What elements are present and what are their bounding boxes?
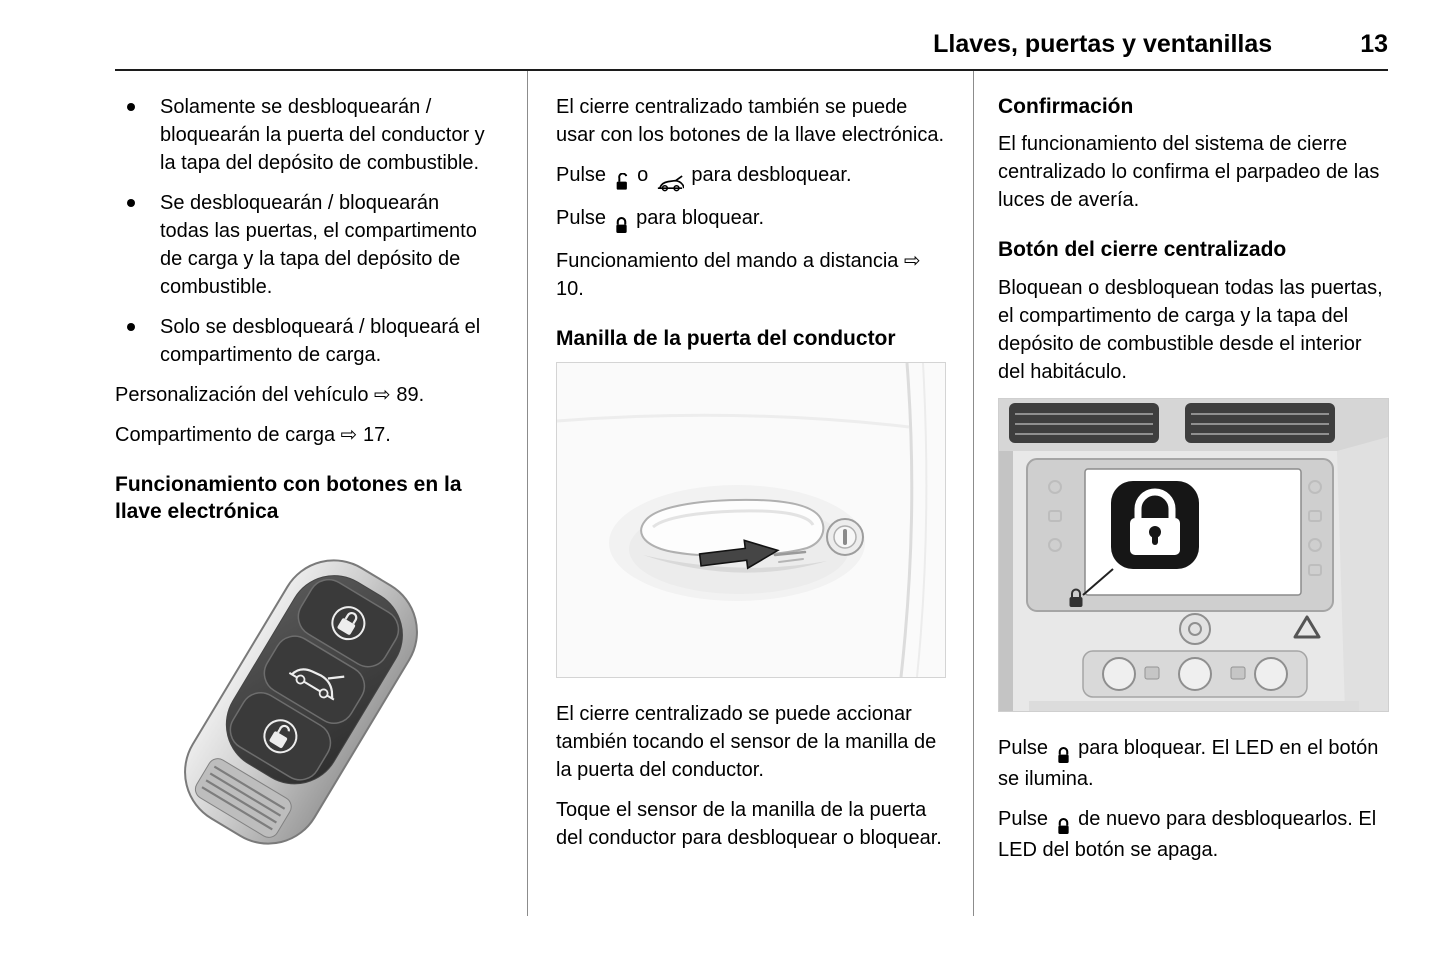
- key-fob-illustration: [126, 542, 476, 872]
- list-item: Se desbloquearán / bloquearán todas las puertas, el compartimento de carga y la tapa del depósito de combustible.: [115, 189, 487, 301]
- text-fragment: Pulse: [556, 164, 607, 186]
- car-trunk-open-icon: [656, 164, 684, 192]
- para-central-locking-key: El cierre centralizado también se puede usar con los botones de la llave electrónica.: [556, 96, 945, 146]
- text-fragment: para bloquear.: [636, 207, 765, 229]
- para-handle-sensor-2: Toque el sensor de la manilla de la puerta del conductor para desbloquear o bloquear.: [556, 799, 942, 850]
- text-fragment: para desbloquear.: [691, 164, 852, 186]
- center-console-illustration: [999, 399, 1388, 711]
- cross-reference-cargo: Compartimento de carga ⇨ 17.: [115, 424, 391, 446]
- para-pulse-lock: [556, 204, 945, 235]
- text-fragment: Pulse: [556, 207, 607, 229]
- lock-callout: [1111, 481, 1199, 569]
- lock-icon: [614, 207, 629, 235]
- section-heading-door-handle: Manilla de la puerta del conductor: [556, 327, 896, 350]
- para-handle-sensor-1: El cierre centralizado se puede accionar también tocando el sensor de la manilla de la puerta del conductor.: [556, 703, 937, 782]
- cross-reference-personalization: Personalización del vehículo ⇨ 89.: [115, 384, 425, 406]
- list-item: Solo se desbloqueará / bloqueará el compartimento de carga.: [115, 313, 487, 369]
- para-confirmation: El funcionamiento del sistema de cierre centralizado lo confirma el parpadeo de las luces de avería.: [998, 133, 1380, 212]
- para-pulse-lock-led-off: [998, 805, 1388, 864]
- lock-cylinder: [827, 519, 863, 555]
- lock-icon: [1056, 808, 1071, 836]
- para-remote-ref: Funcionamiento del mando a distancia ⇨ 10.: [556, 250, 921, 300]
- text-fragment: o: [637, 164, 649, 186]
- power-knob: [1180, 614, 1210, 644]
- list-item: Solamente se desbloquearán / bloquearán la puerta del conductor y la tapa del depósito de combustible.: [115, 93, 487, 177]
- bullet-list: [115, 93, 487, 369]
- para-pulse-lock-led-on: [998, 734, 1388, 793]
- para-pulse-unlock: [556, 161, 945, 192]
- para-central-locking-button: Bloquean o desbloquean todas las puertas, el compartimento de carga y la tapa del depósito de combustible desde el interior del habitáculo.: [998, 276, 1383, 383]
- section-heading-confirmation: Confirmación: [998, 95, 1134, 118]
- text-fragment: Pulse: [998, 807, 1049, 830]
- climate-panel: [1083, 651, 1307, 697]
- column-right: [973, 71, 1388, 916]
- door-handle-illustration: [557, 363, 945, 677]
- unlock-icon: [614, 164, 630, 192]
- page-header: [0, 0, 1445, 59]
- section-heading-key-buttons: Funcionamiento con botones en la llave electrónica: [115, 473, 462, 524]
- section-heading-central-locking-button: Botón del cierre centralizado: [998, 238, 1287, 262]
- lock-icon: [1056, 737, 1071, 765]
- door-handle-figure: [556, 362, 946, 678]
- text-fragment: Pulse: [998, 736, 1049, 759]
- page-number: 13: [1360, 30, 1388, 58]
- door-handle-shape: [641, 500, 823, 556]
- content-columns: [115, 71, 1388, 916]
- key-fob-figure: [115, 542, 487, 877]
- text-fragment: de nuevo para desbloquearlos. El LED del botón se apaga.: [998, 807, 1377, 861]
- column-middle: [527, 71, 973, 916]
- text-fragment: para bloquear. El LED en el botón se ilumina.: [998, 736, 1379, 790]
- center-console-figure: [998, 398, 1389, 712]
- page-title: Llaves, puertas y ventanillas: [933, 30, 1273, 58]
- column-left: [115, 71, 527, 916]
